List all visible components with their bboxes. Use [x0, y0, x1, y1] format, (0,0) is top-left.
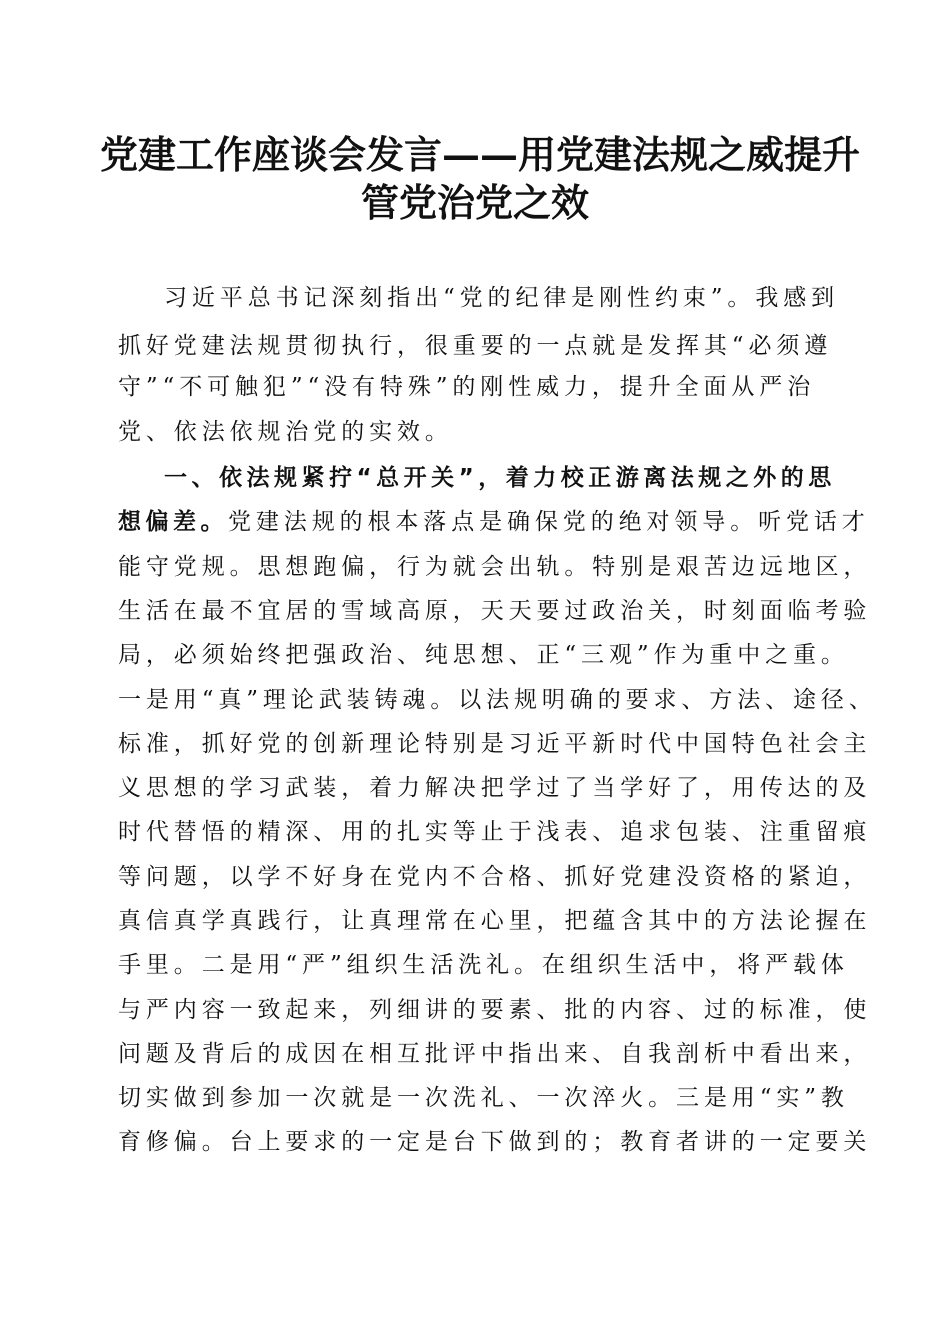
body-line-7: 时代替悟的精深、用的扎实等止于浅表、追求包装、注重留痕 — [118, 819, 872, 845]
section-1-heading-bold: 一、依法规紧拧“总开关”，着力校正游离法规之外的思 — [164, 465, 836, 491]
body-line-5: 标准，抓好党的创新理论特别是习近平新时代中国特色社会主 — [118, 731, 872, 757]
section-1-heading-bold-end: 想偏差。 — [118, 509, 228, 535]
document-title-line-2: 管党治党之效 — [360, 180, 589, 225]
body-line-3: 局，必须始终把强政治、纯思想、正“三观”作为重中之重。 — [118, 642, 849, 668]
body-line-8: 等问题，以学不好身在党内不合格、抓好党建没资格的紧迫， — [118, 864, 872, 890]
section-1-heading-rest: 党建法规的根本落点是确保党的绝对领导。听党话才 — [228, 509, 870, 535]
section-1-heading-line-1 — [164, 463, 884, 493]
body-line-9: 真信真学真践行，让真理常在心里，把蕴含其中的方法论握在 — [118, 908, 872, 934]
intro-line-4: 党、依法依规治党的实效。 — [118, 419, 453, 445]
intro-line-3: 守”“不可触犯”“没有特殊”的刚性威力，提升全面从严治 — [118, 374, 816, 400]
section-1-heading-line-2 — [118, 507, 870, 537]
body-line-6: 义思想的学习武装，着力解决把学过了当学好了，用传达的及 — [118, 775, 872, 801]
intro-line-1: 习近平总书记深刻指出“党的纪律是刚性约束”。我感到 — [164, 285, 840, 311]
body-line-14: 育修偏。台上要求的一定是台下做到的；教育者讲的一定要关 — [118, 1129, 872, 1155]
body-line-11: 与严内容一致起来，列细讲的要素、批的内容、过的标准，使 — [118, 997, 872, 1023]
body-line-12: 问题及背后的成因在相互批评中指出来、自我剖析中看出来， — [118, 1041, 872, 1067]
body-line-4: 一是用“真”理论武装铸魂。以法规明确的要求、方法、途径、 — [118, 687, 877, 713]
intro-line-2: 抓好党建法规贯彻执行，很重要的一点就是发挥其“必须遵 — [118, 333, 833, 359]
document-title-line-1: 党建工作座谈会发言——用党建法规之威提升 — [100, 132, 861, 177]
body-line-13: 切实做到参加一次就是一次洗礼、一次淬火。三是用“实”教 — [118, 1085, 849, 1111]
body-line-2: 生活在最不宜居的雪域高原，天天要过政治关，时刻面临考验 — [118, 598, 872, 624]
body-line-1: 能守党规。思想跑偏，行为就会出轨。特别是艰苦边远地区， — [118, 554, 872, 580]
body-line-10: 手里。二是用“严”组织生活洗礼。在组织生活中，将严载体 — [118, 952, 849, 978]
